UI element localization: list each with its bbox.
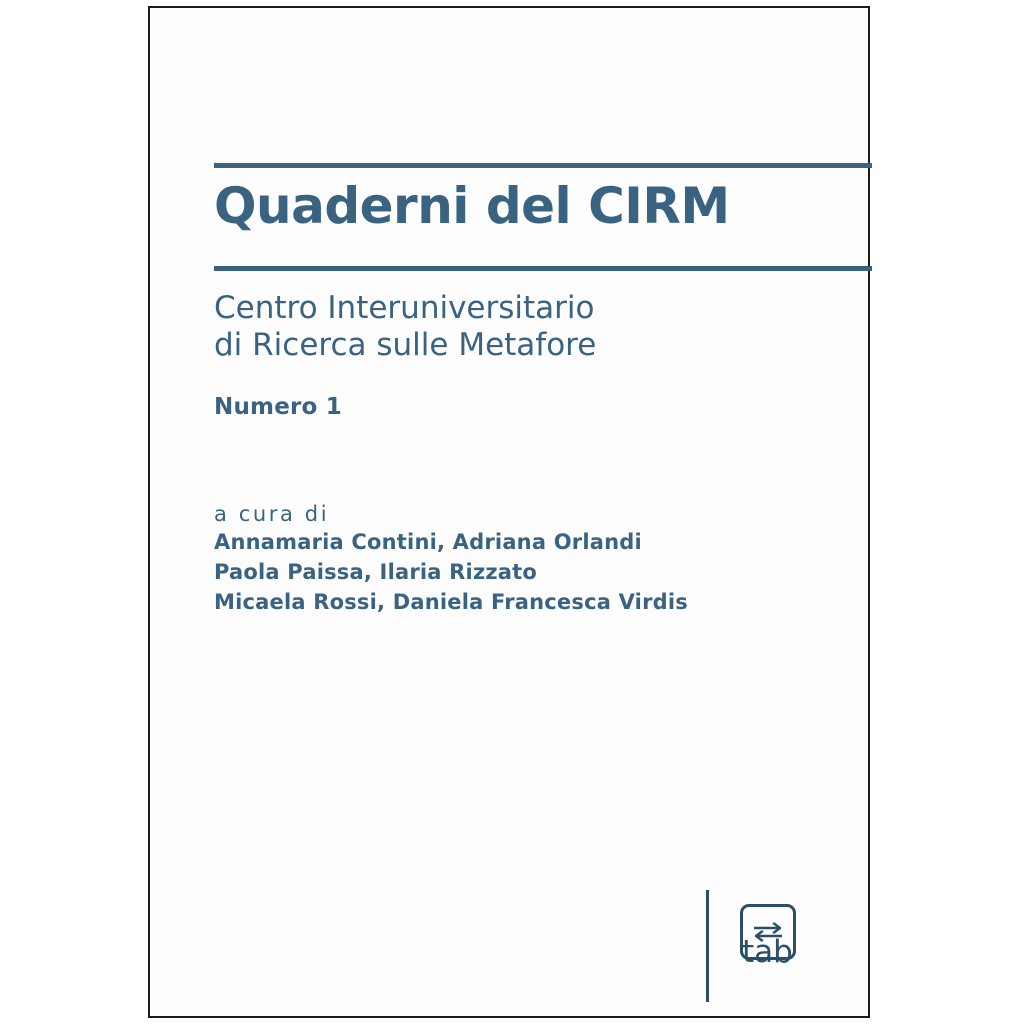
editor-line: Micaela Rossi, Daniela Francesca Virdis xyxy=(214,589,688,614)
series-subtitle-line-1: Centro Interuniversitario xyxy=(214,290,595,326)
editor-line: Annamaria Contini, Adriana Orlandi xyxy=(214,530,642,555)
cover-panel xyxy=(148,6,870,1018)
series-subtitle xyxy=(214,290,854,363)
page-title: Quaderni del CIRM xyxy=(214,177,730,235)
cover-content xyxy=(214,8,872,1016)
publisher-logo xyxy=(706,890,832,1002)
tab-publisher-logo-icon xyxy=(740,904,810,982)
editors-block xyxy=(214,500,854,618)
editor-line: Paola Paissa, Ilaria Rizzato xyxy=(214,560,538,585)
series-subtitle-line-2: di Ricerca sulle Metafore xyxy=(214,326,597,363)
publisher-name: tab xyxy=(742,934,793,970)
issue-number: Numero 1 xyxy=(214,394,342,420)
logo-divider xyxy=(706,890,709,1002)
editors-label: a cura di xyxy=(214,502,330,526)
title-rule-bottom xyxy=(214,266,872,271)
title-rule-top xyxy=(214,163,872,168)
